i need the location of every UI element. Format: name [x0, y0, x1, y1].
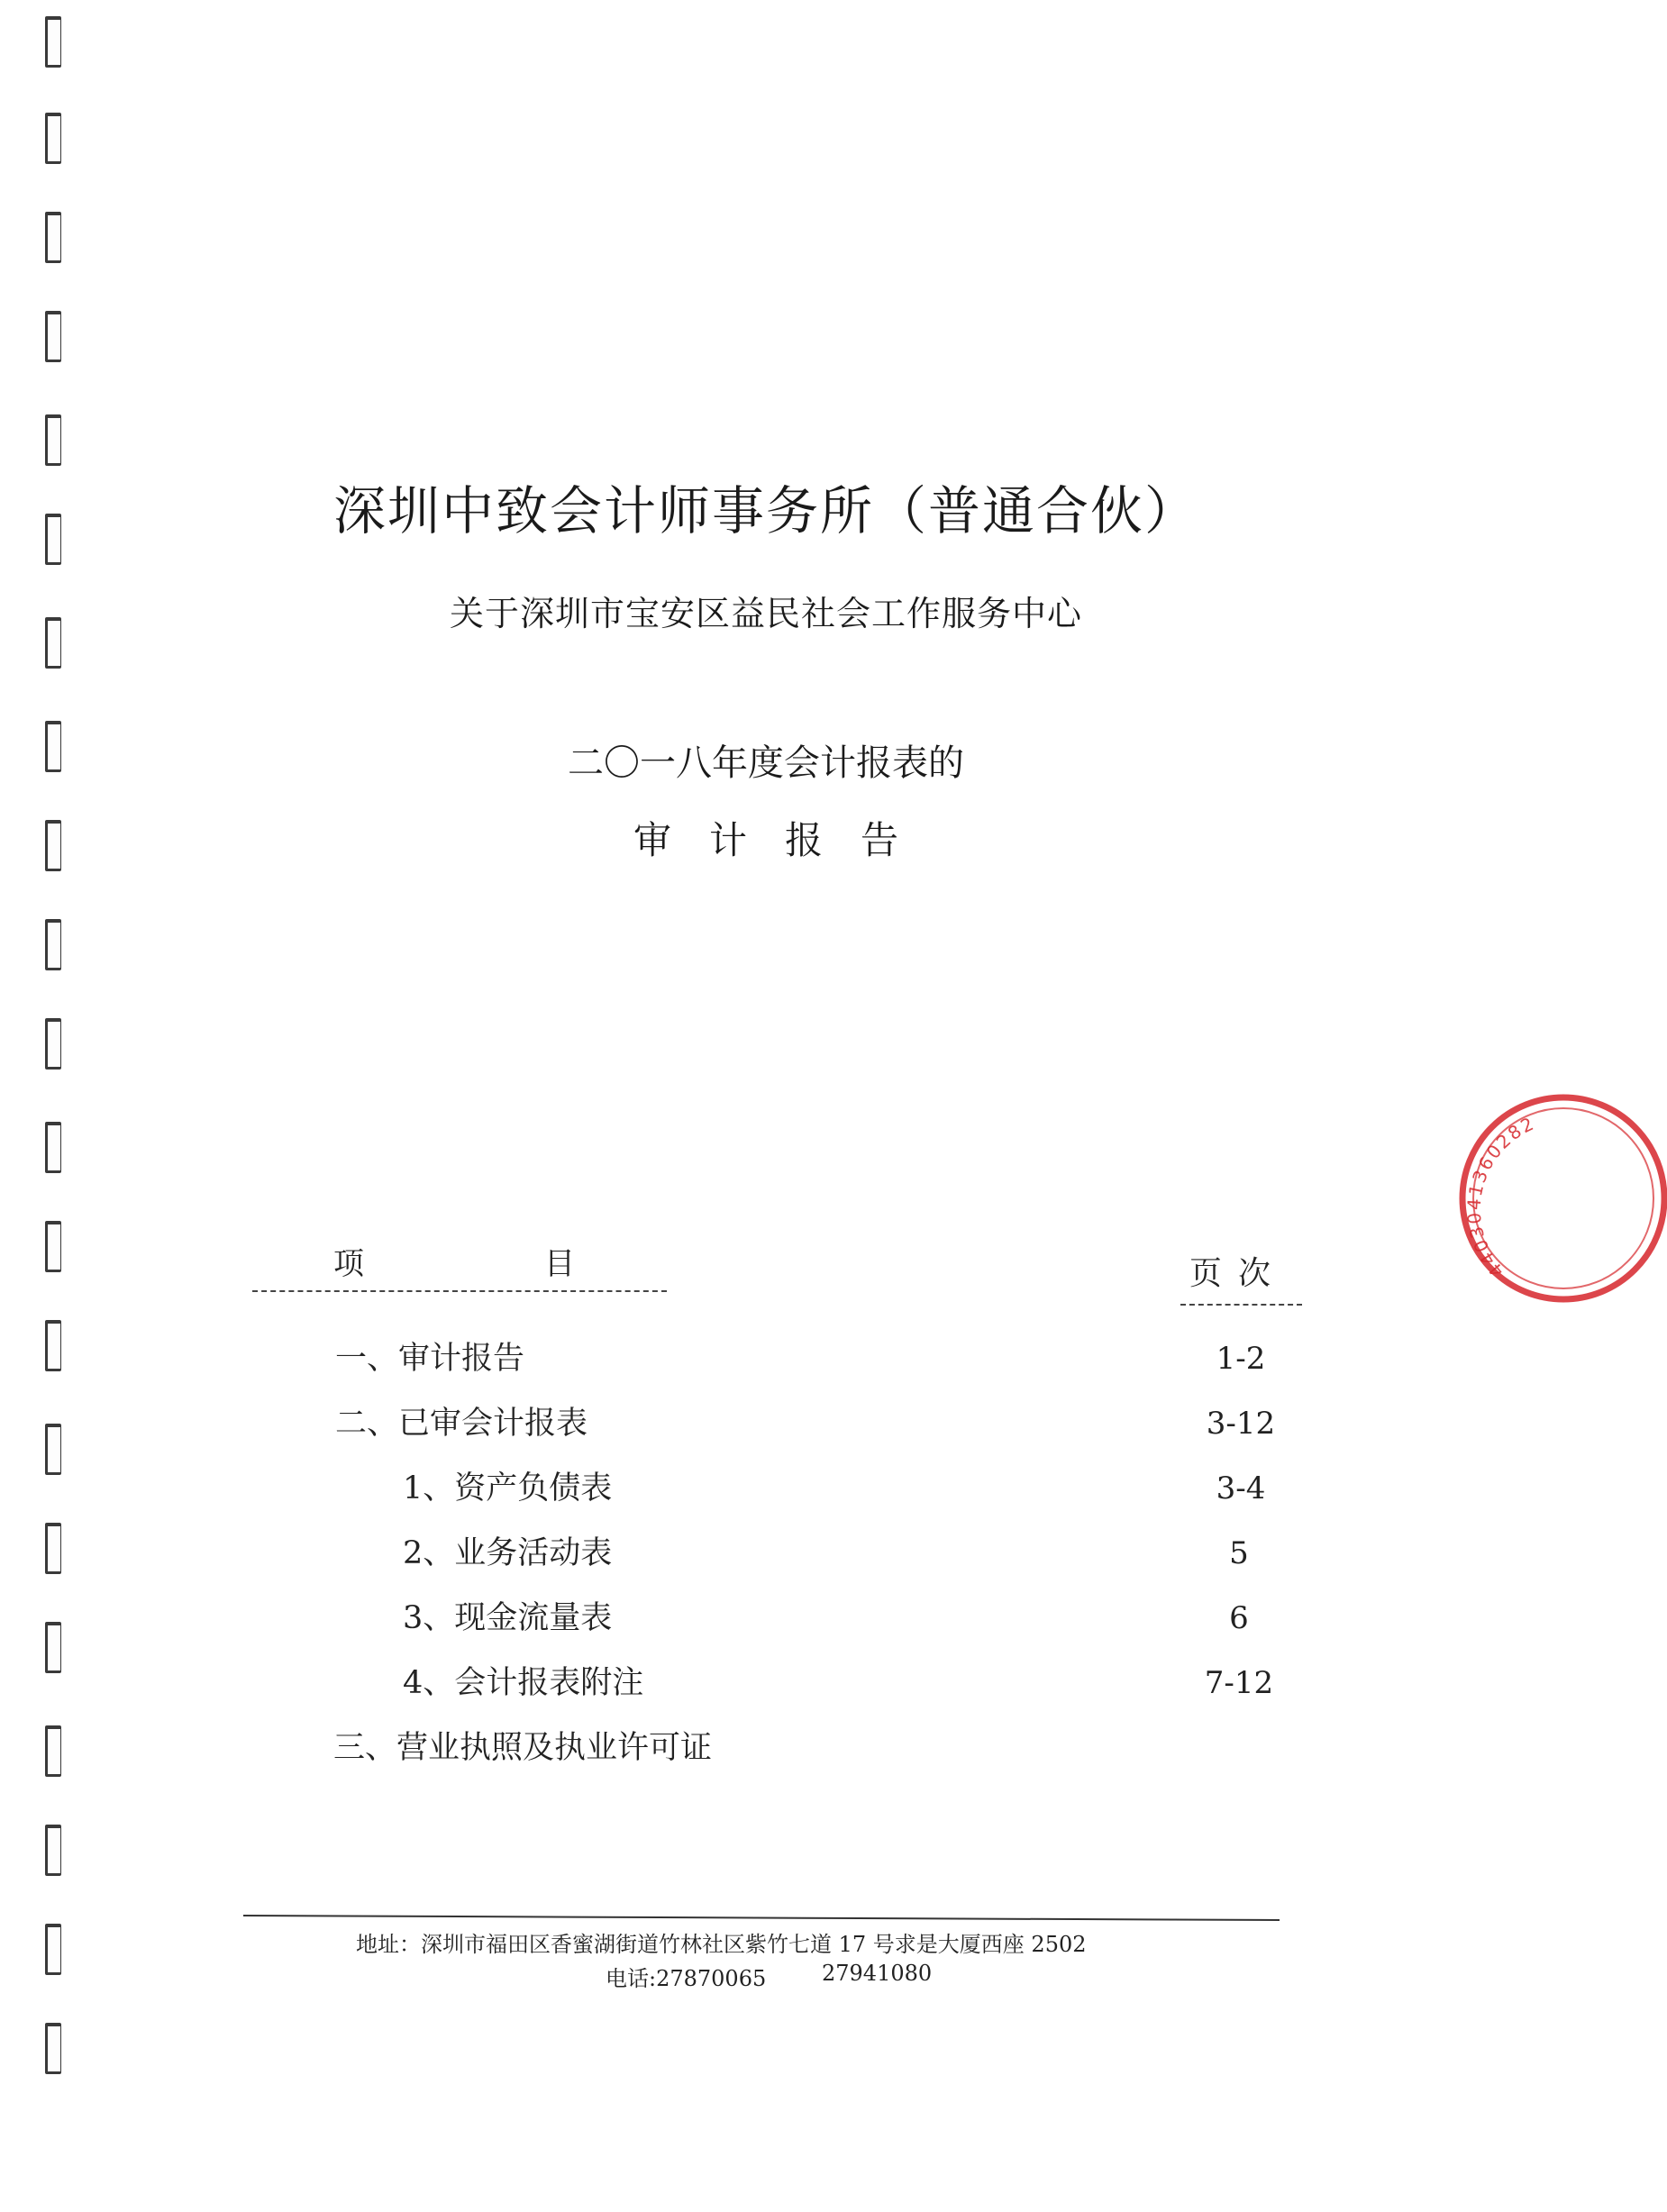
firm-name: 深圳中致会计师事务所（普通合伙）	[332, 480, 1198, 542]
binding-hole	[45, 1320, 61, 1371]
binding-hole	[45, 1523, 61, 1574]
toc-row-label: 三、营业执照及执业许可证	[333, 1730, 713, 1766]
toc-header-page: 页次	[1189, 1255, 1288, 1292]
firm-address: 地址：深圳市福田区香蜜湖街道竹林社区紫竹七道 17 号求是大厦西座 2502	[356, 1932, 1087, 1957]
binding-hole	[45, 16, 61, 68]
toc-row-label: 2、业务活动表	[403, 1535, 613, 1571]
svg-text:4403041360282	[1463, 1112, 1539, 1281]
binding-hole	[45, 919, 61, 970]
binding-hole	[45, 113, 61, 164]
binding-hole	[45, 414, 61, 466]
footer-rule	[243, 1915, 1280, 1921]
toc-row-label: 1、资产负债表	[403, 1470, 613, 1507]
binding-hole	[45, 1825, 61, 1876]
binding-hole	[45, 1221, 61, 1272]
toc-row-label: 一、审计报告	[335, 1341, 525, 1377]
binding-hole	[45, 1622, 61, 1673]
toc-row-label: 二、已审会计报表	[335, 1406, 588, 1442]
toc-row-page: 7-12	[1204, 1665, 1274, 1701]
binding-hole	[45, 2023, 61, 2074]
binding-hole	[45, 1424, 61, 1475]
stamp-number: 4403041360282	[1462, 1112, 1539, 1282]
binding-hole	[45, 1924, 61, 1975]
report-subject: 关于深圳市宝安区益民社会工作服务中心	[449, 594, 1082, 633]
report-year-line: 二〇一八年度会计报表的	[568, 742, 964, 784]
scan-margin	[0, 2081, 1532, 2212]
toc-row-page: 3-12	[1206, 1406, 1276, 1442]
binding-hole	[45, 1725, 61, 1777]
report-title: 审计报告	[633, 818, 936, 862]
firm-phone-1: 电话:27870065	[606, 1966, 767, 1991]
toc-header-item-char-2: 目	[544, 1246, 575, 1282]
binding-hole	[45, 311, 61, 362]
toc-row-page: 5	[1229, 1535, 1249, 1571]
toc-row-label: 4、会计报表附注	[403, 1665, 644, 1701]
toc-header-page-rule	[1180, 1304, 1302, 1306]
binding-holes	[40, 0, 67, 2099]
toc-header-rule	[252, 1290, 667, 1292]
red-seal-stamp	[1451, 1086, 1667, 1311]
toc-header-item-char-1: 项	[333, 1246, 364, 1282]
binding-hole	[45, 1018, 61, 1070]
toc-row-page: 1-2	[1216, 1341, 1266, 1377]
toc-header-item	[333, 1239, 575, 1283]
binding-hole	[45, 1122, 61, 1173]
toc-row-page: 3-4	[1216, 1470, 1266, 1507]
toc-row-label: 3、现金流量表	[403, 1600, 613, 1636]
firm-phone-2: 27941080	[822, 1961, 933, 1986]
toc-row-page: 6	[1229, 1600, 1249, 1636]
binding-hole	[45, 212, 61, 263]
